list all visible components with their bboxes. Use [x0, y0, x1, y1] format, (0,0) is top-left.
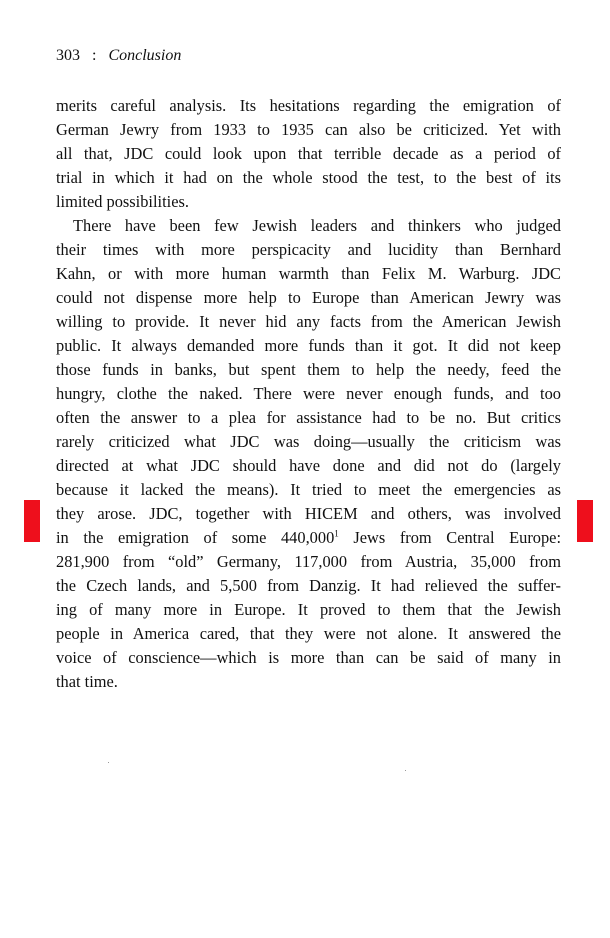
text-line: those funds in banks, but spent them to help the needy, feed the [56, 360, 561, 379]
footnote-marker[interactable]: 1 [334, 528, 339, 539]
text-line: willing to provide. It never hid any facts from the American Jewish [56, 312, 561, 331]
text-line: ing of many more in Europe. It proved to them that the Jewish [56, 600, 561, 619]
page-number: 303 [56, 47, 80, 64]
section-title: Conclusion [108, 47, 182, 64]
text-line: hungry, clothe the naked. There were never enough funds, and too [56, 384, 561, 403]
header-separator: : [92, 47, 97, 64]
text-line: often the answer to a plea for assistance had to be no. But critics [56, 408, 561, 427]
text-line: could not dispense more help to Europe than American Jewry was [56, 288, 561, 307]
text-line: Kahn, or with more human warmth than Felix M. Warburg. JDC [56, 264, 561, 283]
text-line: their times with more perspicacity and lucidity than Bernhard [56, 240, 561, 259]
paragraph-first-line: There have been few Jewish leaders and thinkers who judged [73, 216, 561, 235]
text-line: public. It always demanded more funds than it got. It did not keep [56, 336, 561, 355]
text-line: the Czech lands, and 5,500 from Danzig. It had relieved the suffer- [56, 576, 561, 595]
text-line: German Jewry from 1933 to 1935 can also be criticized. Yet with [56, 120, 561, 139]
text-line: merits careful analysis. Its hesitations regarding the emigration of [56, 96, 561, 115]
text-line: they arose. JDC, together with HICEM and others, was involved [56, 504, 561, 523]
right-margin-highlight-marker [577, 500, 593, 542]
text-line-with-footnote [56, 526, 561, 550]
text-line: all that, JDC could look upon that terrible decade as a period of [56, 144, 561, 163]
text-segment: Jews from Central Europe: [338, 528, 561, 547]
text-line: rarely criticized what JDC was doing—usually the criticism was [56, 432, 561, 451]
text-segment: in the emigration of some 440,000 [56, 528, 335, 547]
left-margin-highlight-marker [24, 500, 40, 542]
text-line: voice of conscience—which is more than can be said of many in [56, 648, 561, 667]
scan-speck [108, 762, 109, 763]
text-line: limited possibilities. [56, 192, 189, 211]
text-line: that time. [56, 672, 118, 691]
text-line: trial in which it had on the whole stood the test, to the best of its [56, 168, 561, 187]
scan-speck [405, 770, 406, 771]
text-line: directed at what JDC should have done and did not do (largely [56, 456, 561, 475]
running-head [56, 45, 181, 67]
text-line: because it lacked the means). It tried to meet the emergencies as [56, 480, 561, 499]
text-line: people in America cared, that they were not alone. It answered the [56, 624, 561, 643]
text-line: 281,900 from “old” Germany, 117,000 from Austria, 35,000 from [56, 552, 561, 571]
